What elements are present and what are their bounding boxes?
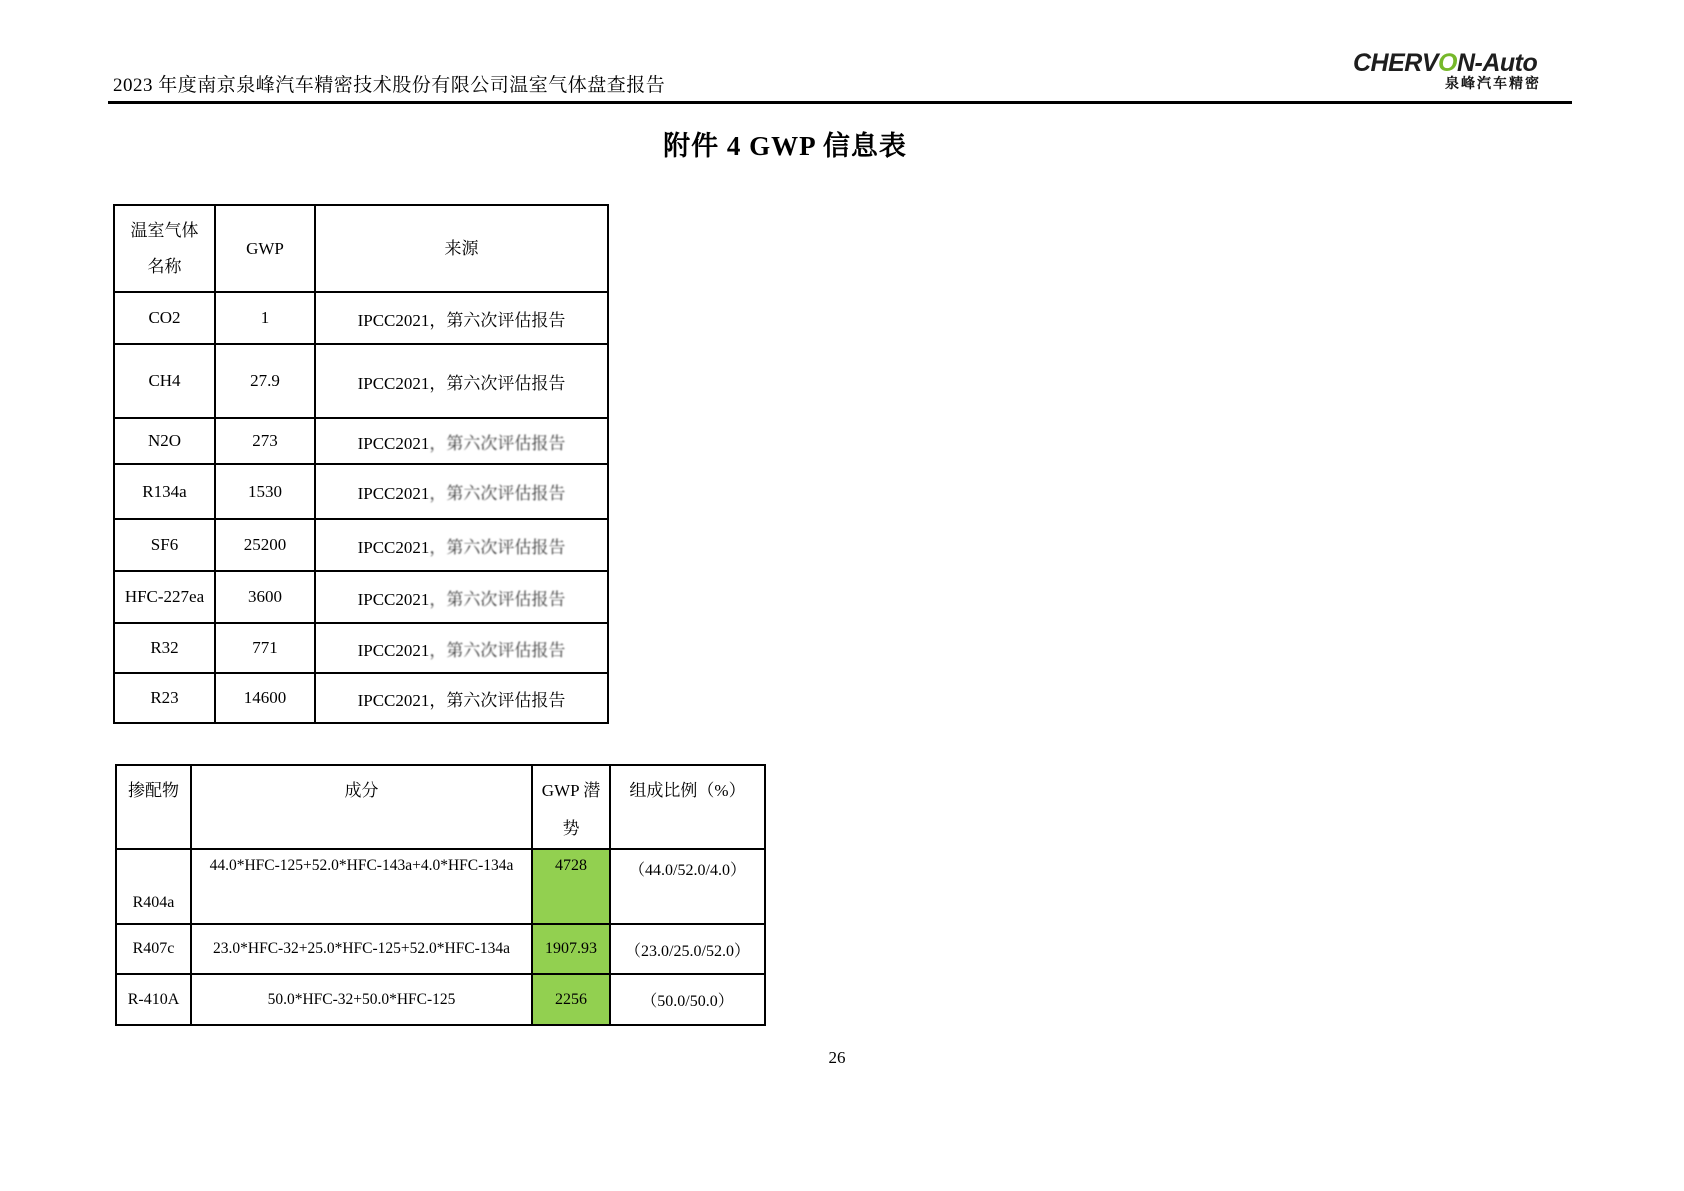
gas-name-cell: N2O — [114, 418, 215, 464]
source-text: IPCC2021 — [357, 484, 430, 503]
gwp-table-row — [114, 519, 608, 571]
gas-name-cell: SF6 — [114, 519, 215, 571]
col-header-gas-name-line1: 温室气体 — [130, 220, 199, 240]
gwp-table-header-row — [114, 205, 608, 292]
gwp-potential-cell: 1907.93 — [532, 924, 610, 974]
page-number: 26 — [828, 1048, 846, 1067]
gas-name-cell: CO2 — [114, 292, 215, 344]
col-header-gwp-potential-line2: 势 — [562, 819, 580, 838]
col-header-gas-name — [114, 205, 215, 292]
col-header-gwp-potential — [532, 765, 610, 849]
ratio-cell: （50.0/50.0） — [610, 974, 765, 1025]
ratio-cell: （44.0/52.0/4.0） — [610, 849, 765, 924]
header-divider — [108, 101, 1572, 104]
gwp-table-row — [114, 673, 608, 723]
source-cell: IPCC2021，第六次评估报告 — [315, 673, 608, 723]
blend-name-cell: R-410A — [116, 974, 191, 1025]
ratio-cell: （23.0/25.0/52.0） — [610, 924, 765, 974]
source-cell — [315, 464, 608, 519]
gwp-table-row — [114, 464, 608, 519]
source-text: IPCC2021 — [357, 640, 430, 660]
source-text-degraded: ，第六次评估报告 — [429, 484, 566, 503]
logo-green-o-icon: O — [1438, 49, 1457, 77]
gas-name-cell: HFC-227ea — [114, 571, 215, 623]
gwp-table-row — [114, 418, 608, 464]
composition-cell: 23.0*HFC-32+25.0*HFC-125+52.0*HFC-134a — [191, 924, 532, 974]
source-cell — [315, 571, 608, 623]
gwp-value-cell: 3600 — [215, 571, 315, 623]
composition-cell: 50.0*HFC-32+50.0*HFC-125 — [191, 974, 532, 1025]
col-header-blend: 掺配物 — [116, 765, 191, 849]
logo-wordmark-suffix: N-Auto — [1456, 49, 1538, 77]
source-text-degraded: ，第六次评估报告 — [429, 589, 566, 609]
gwp-value-cell: 1 — [215, 292, 315, 344]
gas-name-cell: R32 — [114, 623, 215, 673]
logo-wordmark — [1353, 50, 1545, 76]
gwp-potential-cell: 4728 — [532, 849, 610, 924]
gas-name-cell: R23 — [114, 673, 215, 723]
source-cell — [315, 623, 608, 673]
blend-name-cell: R407c — [116, 924, 191, 974]
col-header-gwp: GWP — [215, 205, 315, 292]
source-text: IPCC2021 — [357, 589, 430, 609]
page-title: 附件 4 GWP 信息表 — [663, 131, 907, 161]
blend-table-row — [116, 849, 765, 924]
logo-wordmark-prefix: CHERV — [1353, 49, 1439, 77]
blend-name-cell: R404a — [116, 849, 191, 924]
gwp-value-cell: 1530 — [215, 464, 315, 519]
source-cell — [315, 418, 608, 464]
col-header-gas-name-line2: 名称 — [147, 256, 182, 276]
composition-cell: 44.0*HFC-125+52.0*HFC-143a+4.0*HFC-134a — [191, 849, 532, 924]
gwp-value-cell: 27.9 — [215, 344, 315, 418]
gwp-potential-cell: 2256 — [532, 974, 610, 1025]
gwp-value-cell: 771 — [215, 623, 315, 673]
source-cell: IPCC2021，第六次评估报告 — [315, 292, 608, 344]
blend-table-row — [116, 924, 765, 974]
gwp-value-cell: 14600 — [215, 673, 315, 723]
source-text-degraded: ，第六次评估报告 — [429, 537, 566, 557]
blend-gwp-table — [115, 764, 766, 1026]
logo-chinese-name: 泉峰汽车精密 — [1445, 75, 1541, 91]
gwp-value-cell: 25200 — [215, 519, 315, 571]
source-cell: IPCC2021，第六次评估报告 — [315, 344, 608, 418]
gwp-table-row — [114, 292, 608, 344]
source-text-degraded: ，第六次评估报告 — [429, 433, 566, 453]
col-header-ratio: 组成比例（%） — [610, 765, 765, 849]
source-text-degraded: ，第六次评估报告 — [429, 640, 566, 660]
chervon-auto-logo — [1353, 50, 1545, 91]
gwp-value-cell: 273 — [215, 418, 315, 464]
source-cell — [315, 519, 608, 571]
source-text: IPCC2021 — [357, 433, 430, 453]
gwp-table-row — [114, 623, 608, 673]
gas-name-cell: R134a — [114, 464, 215, 519]
report-header-title: 2023 年度南京泉峰汽车精密技术股份有限公司温室气体盘查报告 — [113, 75, 666, 96]
blend-table-row — [116, 974, 765, 1025]
gwp-table-row — [114, 571, 608, 623]
gwp-table-row — [114, 344, 608, 418]
gas-name-cell: CH4 — [114, 344, 215, 418]
col-header-composition: 成分 — [191, 765, 532, 849]
gwp-info-table — [113, 204, 609, 724]
source-text: IPCC2021 — [357, 537, 430, 557]
col-header-source: 来源 — [315, 205, 608, 292]
col-header-gwp-potential-line1: GWP 潜 — [541, 781, 601, 800]
blend-table-header-row — [116, 765, 765, 849]
